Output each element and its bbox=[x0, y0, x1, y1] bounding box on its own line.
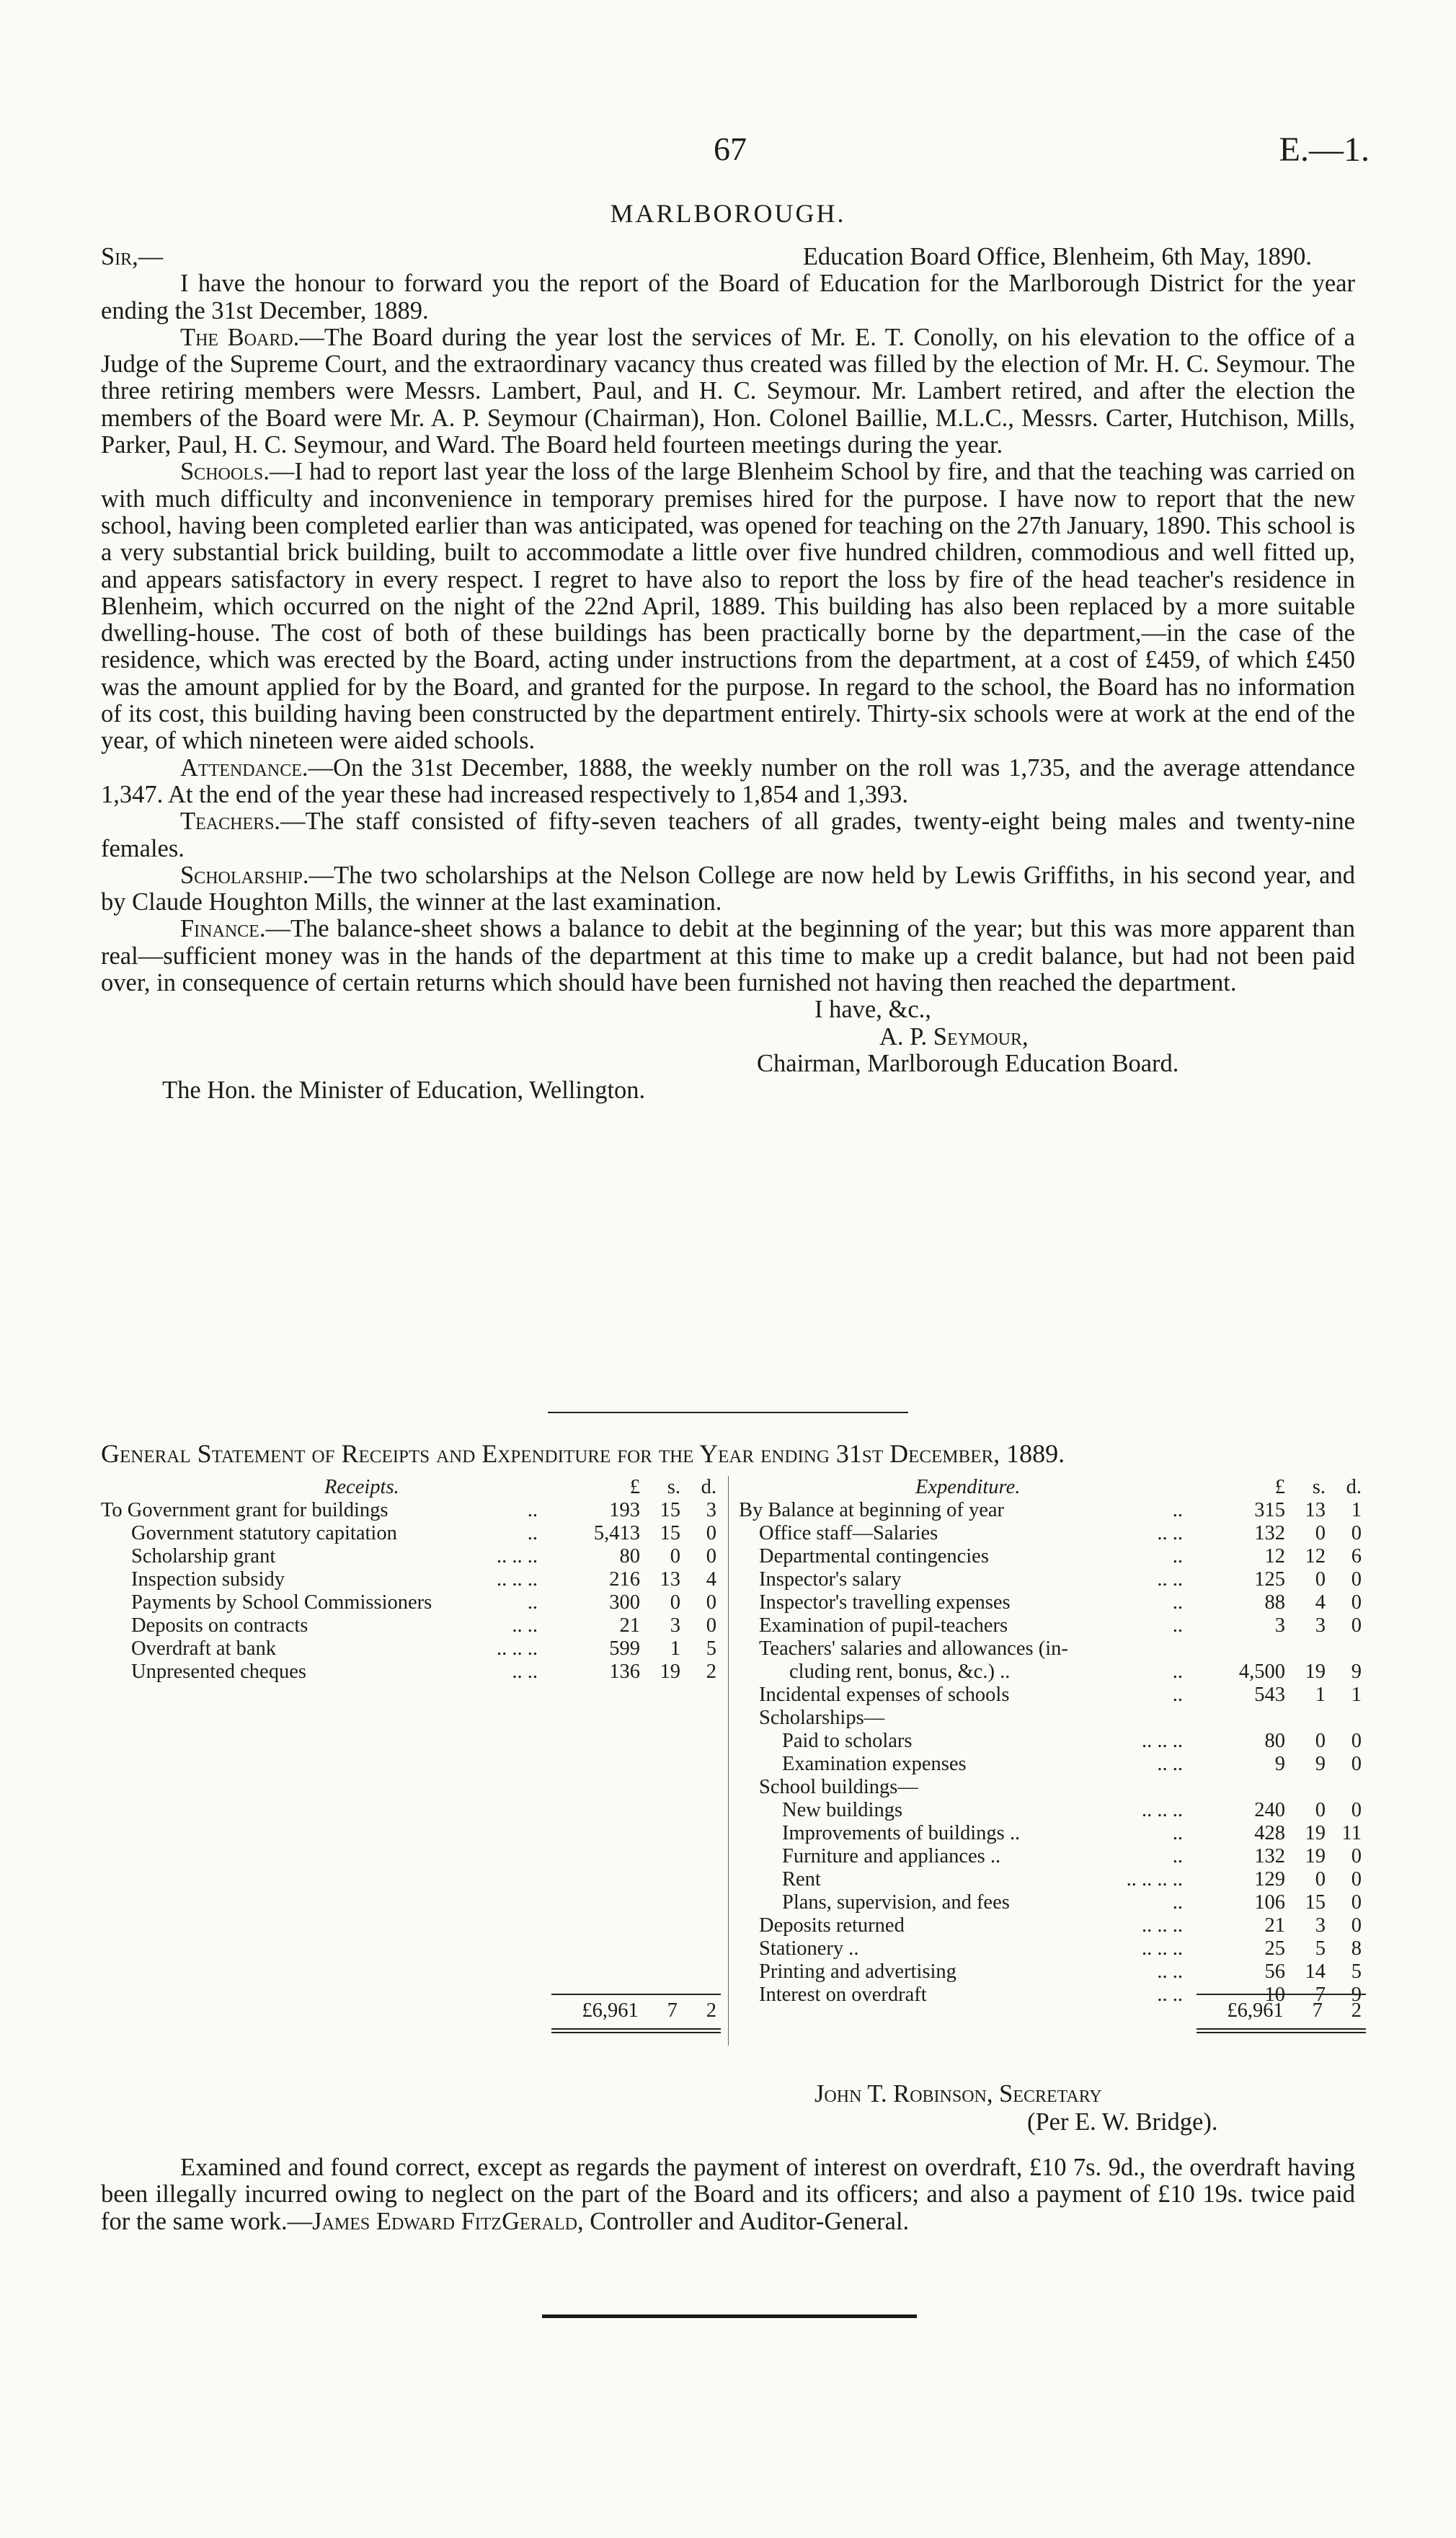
row-pence: 0 bbox=[1351, 1868, 1362, 1891]
row-leader-dots: .. .. bbox=[1157, 1568, 1183, 1591]
row-leader-dots: .. .. bbox=[512, 1661, 538, 1683]
row-label-text: Examination expenses bbox=[782, 1753, 967, 1775]
total-pence: 2 bbox=[1351, 1999, 1362, 2022]
row-leader-dots: .. .. bbox=[1157, 1522, 1183, 1544]
row-label-text: Improvements of buildings .. bbox=[782, 1822, 1021, 1844]
auditor-name: James Edward FitzGerald, bbox=[312, 2207, 584, 2235]
row-pounds: 132 bbox=[1254, 1522, 1285, 1544]
row-label bbox=[739, 1522, 1193, 1545]
row-pounds: 4,500 bbox=[1238, 1661, 1285, 1683]
row-label-text: Rent bbox=[782, 1868, 821, 1891]
row-label-text: Examination of pupil-teachers bbox=[759, 1614, 1008, 1637]
board-heading: The Board. bbox=[180, 323, 300, 351]
receipts-row bbox=[101, 1591, 721, 1614]
row-leader-dots: .. bbox=[1172, 1822, 1183, 1844]
row-shillings: 0 bbox=[1315, 1799, 1326, 1821]
row-leader-dots: .. .. .. bbox=[497, 1568, 538, 1591]
receipts-row bbox=[101, 1522, 721, 1545]
col-shillings: s. bbox=[667, 1476, 680, 1498]
teachers-text: —The staff consisted of fifty-seven teachers of all grades, twenty-eight being males and twenty-nine females. bbox=[101, 808, 1355, 862]
row-leader-dots: .. bbox=[1172, 1499, 1183, 1521]
row-leader-dots: .. .. .. bbox=[1142, 1799, 1183, 1821]
expenditure-row bbox=[739, 1776, 1366, 1799]
per-line: (Per E. W. Bridge). bbox=[1027, 2108, 1218, 2136]
row-pence: 0 bbox=[1351, 1591, 1362, 1614]
row-label bbox=[101, 1545, 548, 1568]
row-shillings: 19 bbox=[1305, 1845, 1326, 1867]
row-shillings: 5 bbox=[1315, 1937, 1326, 1960]
row-pence: 4 bbox=[706, 1568, 716, 1591]
row-label bbox=[739, 1568, 1193, 1591]
row-pounds: 21 bbox=[619, 1614, 640, 1637]
row-pence: 0 bbox=[1351, 1730, 1362, 1752]
row-label bbox=[739, 1891, 1193, 1914]
row-pence: 1 bbox=[1351, 1499, 1362, 1521]
audit-text: Examined and found correct, except as regards the payment of interest on overdraft, £10 7s. 9d., the overdraft having been illegally incurred owing to neglect on the part of the Board and its officers; and also a payment of £10 19s. twice paid for the same work.— bbox=[101, 2154, 1355, 2235]
finance-text: —The balance-sheet shows a balance to debit at the beginning of the year; but this was more apparent than real—sufficient money was in the hands of the department at this time to make up a credit balance, but had not been paid over, in consequence of certain returns which should have been furnished not having then reached the department. bbox=[101, 915, 1355, 997]
receipts-row bbox=[101, 1499, 721, 1522]
receipts-header-row bbox=[101, 1476, 721, 1499]
row-label bbox=[739, 1845, 1193, 1868]
row-pence bbox=[1326, 1776, 1366, 1799]
row-shillings: 12 bbox=[1305, 1545, 1326, 1568]
row-label bbox=[739, 1730, 1193, 1753]
attendance-paragraph bbox=[101, 755, 1355, 809]
page-number: 67 bbox=[714, 131, 747, 167]
document-code: E.—1. bbox=[1279, 131, 1370, 169]
row-label bbox=[101, 1614, 548, 1637]
row-pounds bbox=[1193, 1707, 1285, 1730]
row-label bbox=[739, 1822, 1193, 1845]
expenditure-row bbox=[739, 1684, 1366, 1707]
row-pounds: 240 bbox=[1254, 1799, 1285, 1821]
row-label bbox=[101, 1568, 548, 1591]
row-pence: 5 bbox=[1351, 1960, 1362, 1983]
row-shillings: 9 bbox=[1315, 1753, 1326, 1775]
row-shillings: 3 bbox=[670, 1614, 680, 1637]
row-pounds: 543 bbox=[1254, 1684, 1285, 1706]
expenditure-row bbox=[739, 1730, 1366, 1753]
receipts-double-rule-1 bbox=[551, 2028, 721, 2030]
row-pence: 2 bbox=[706, 1661, 716, 1683]
expenditure-row bbox=[739, 1614, 1366, 1637]
board-paragraph bbox=[101, 324, 1355, 459]
row-pence: 0 bbox=[1351, 1914, 1362, 1937]
row-pounds: 132 bbox=[1254, 1845, 1285, 1867]
row-label-text: cluding rent, bonus, &c.) .. bbox=[789, 1661, 1011, 1683]
expenditure-row bbox=[739, 1522, 1366, 1545]
row-pounds: 88 bbox=[1264, 1591, 1285, 1614]
row-shillings: 13 bbox=[660, 1568, 680, 1591]
row-pounds: 129 bbox=[1254, 1868, 1285, 1891]
row-label-text: Interest on overdraft bbox=[759, 1984, 927, 2006]
row-label-text: Deposits on contracts bbox=[131, 1614, 308, 1637]
row-pounds: 3 bbox=[1274, 1614, 1285, 1637]
expenditure-header-row bbox=[739, 1476, 1366, 1499]
row-leader-dots: .. .. bbox=[1157, 1753, 1183, 1775]
attendance-heading: Attendance. bbox=[180, 753, 308, 782]
row-pounds: 136 bbox=[609, 1661, 640, 1683]
receipts-row bbox=[101, 1614, 721, 1637]
row-label bbox=[739, 1984, 1193, 2007]
row-pence: 0 bbox=[706, 1545, 716, 1568]
row-pence: 9 bbox=[1351, 1984, 1362, 2006]
row-leader-dots: .. bbox=[1172, 1545, 1183, 1568]
secretary: John T. Robinson, Secretary bbox=[814, 2080, 1102, 2108]
row-label-text: Scholarship grant bbox=[131, 1545, 276, 1568]
row-pounds: 106 bbox=[1254, 1891, 1285, 1914]
row-label-text: Deposits returned bbox=[759, 1914, 905, 1937]
row-label bbox=[739, 1499, 1193, 1522]
expenditure-row bbox=[739, 1868, 1366, 1891]
total-pounds: £6,961 bbox=[582, 1999, 639, 2022]
row-pence: 0 bbox=[1351, 1891, 1362, 1914]
row-label bbox=[101, 1637, 548, 1661]
receipts-row bbox=[101, 1661, 721, 1684]
row-shillings: 1 bbox=[670, 1637, 680, 1660]
salutation: Sir,— bbox=[101, 243, 164, 270]
row-label-text: Government statutory capitation bbox=[131, 1522, 397, 1544]
row-label-text: Inspection subsidy bbox=[131, 1568, 285, 1591]
row-pence: 0 bbox=[1351, 1799, 1362, 1821]
row-leader-dots: .. .. bbox=[1157, 1984, 1183, 2006]
row-pence: 0 bbox=[706, 1522, 716, 1544]
scholarship-heading: Scholarship. bbox=[180, 861, 309, 889]
expenditure-row bbox=[739, 1799, 1366, 1822]
teachers-heading: Teachers. bbox=[180, 808, 281, 836]
row-pence: 0 bbox=[1351, 1753, 1362, 1775]
row-label-text: Plans, supervision, and fees bbox=[782, 1891, 1010, 1914]
row-shillings: 3 bbox=[1315, 1614, 1326, 1637]
expenditure-double-rule-2 bbox=[1197, 2032, 1366, 2033]
addressee: The Hon. the Minister of Education, Wellington. bbox=[162, 1076, 646, 1105]
expenditure-row bbox=[739, 1707, 1366, 1730]
row-pence: 0 bbox=[706, 1591, 716, 1614]
row-label bbox=[739, 1684, 1193, 1707]
row-label bbox=[739, 1591, 1193, 1614]
row-pence: 8 bbox=[1351, 1937, 1362, 1960]
expenditure-row bbox=[739, 1753, 1366, 1776]
total-shillings: 7 bbox=[1312, 1999, 1323, 2022]
row-leader-dots: .. .. bbox=[512, 1614, 538, 1637]
attendance-text: —On the 31st December, 1888, the weekly number on the roll was 1,735, and the average attendance 1,347. At the end of the year these had increased respectively to 1,854 and 1,393. bbox=[101, 753, 1355, 808]
row-label-text: School buildings— bbox=[759, 1776, 918, 1798]
row-shillings: 14 bbox=[1305, 1960, 1326, 1983]
expenditure-total bbox=[1193, 1999, 1366, 2022]
row-pounds: 300 bbox=[609, 1591, 640, 1614]
row-label-text: Office staff—Salaries bbox=[759, 1522, 938, 1544]
row-label bbox=[101, 1522, 548, 1545]
expenditure-double-rule-1 bbox=[1197, 2028, 1366, 2030]
audit-note bbox=[101, 2154, 1355, 2235]
expenditure-row bbox=[739, 1937, 1366, 1960]
row-shillings: 15 bbox=[1305, 1891, 1326, 1914]
row-label-text: Overdraft at bank bbox=[131, 1637, 276, 1660]
row-leader-dots: .. .. bbox=[1157, 1960, 1183, 1983]
row-pounds: 12 bbox=[1264, 1545, 1285, 1568]
col-pence: d. bbox=[701, 1476, 716, 1498]
expenditure-row bbox=[739, 1960, 1366, 1984]
row-pence: 0 bbox=[1351, 1845, 1362, 1867]
intro-paragraph: I have the honour to forward you the report of the Board of Education for the Marlborough District for the year ending the 31st December, 1889. bbox=[101, 270, 1355, 324]
row-shillings: 0 bbox=[1315, 1730, 1326, 1752]
row-shillings: 13 bbox=[1305, 1499, 1326, 1521]
scholarship-paragraph bbox=[101, 862, 1355, 916]
row-leader-dots: .. bbox=[1172, 1591, 1183, 1614]
row-label-text: New buildings bbox=[782, 1799, 903, 1821]
col-pounds: £ bbox=[1274, 1476, 1285, 1498]
row-label bbox=[739, 1637, 1193, 1661]
row-pence: 0 bbox=[1351, 1568, 1362, 1591]
row-label bbox=[739, 1545, 1193, 1568]
row-pounds: 56 bbox=[1264, 1960, 1285, 1983]
row-pounds bbox=[1193, 1776, 1285, 1799]
row-label bbox=[739, 1661, 1193, 1684]
row-label bbox=[739, 1937, 1193, 1960]
row-leader-dots: .. bbox=[1172, 1614, 1183, 1637]
row-pounds: 216 bbox=[609, 1568, 640, 1591]
row-label-text: Unpresented cheques bbox=[131, 1661, 306, 1683]
row-label-text: Inspector's travelling expenses bbox=[759, 1591, 1011, 1614]
col-pounds: £ bbox=[629, 1476, 640, 1498]
row-label-text: Paid to scholars bbox=[782, 1730, 913, 1752]
row-leader-dots: .. .. .. bbox=[497, 1545, 538, 1568]
expenditure-section bbox=[739, 1476, 1366, 2022]
schools-paragraph bbox=[101, 459, 1355, 754]
row-pounds: 428 bbox=[1254, 1822, 1285, 1844]
row-label-text: Teachers' salaries and allowances (in- bbox=[759, 1637, 1068, 1660]
receipts-total-rule bbox=[551, 1994, 721, 1995]
row-shillings: 1 bbox=[1315, 1684, 1326, 1706]
row-shillings: 3 bbox=[1315, 1914, 1326, 1937]
row-label-text: To Government grant for buildings bbox=[101, 1499, 389, 1521]
row-label-text: Incidental expenses of schools bbox=[759, 1684, 1010, 1706]
row-pounds: 80 bbox=[619, 1545, 640, 1568]
row-pounds: 9 bbox=[1274, 1753, 1285, 1775]
row-label-text: Inspector's salary bbox=[759, 1568, 902, 1591]
schools-text: —I had to report last year the loss of the large Blenheim School by fire, and that the teaching was carried on with much difficulty and inconvenience in temporary premises hired for the purpose. I have now to report that the new school, having been completed earlier than was anticipated, was opened for teaching on the 27th January, 1890. This school is a very substantial brick building, built to accommodate a little over five hundred children, commodious and well fitted up, and appears satisfactory in every respect. I regret to have also to report the loss by fire of the head teacher's residence in Blenheim, which occurred on the night of the 22nd April, 1889. This building has also been replaced by a more suitable dwelling-house. The cost of both of these buildings has been practically borne by the department,—in the case of the residence, which was erected by the Board, acting under instructions from the department, at a cost of £459, of which £450 was the amount applied for by the Board, and granted for the purpose. In regard to the school, the Board has no information of its cost, this building having been constructed by the department entirely. Thirty-six schools were at work at the end of the year, of which nineteen were aided schools. bbox=[101, 458, 1355, 755]
row-leader-dots: .. .. .. .. bbox=[1126, 1868, 1183, 1891]
receipts-row bbox=[101, 1545, 721, 1568]
col-shillings: s. bbox=[1312, 1476, 1326, 1498]
row-pounds: 599 bbox=[609, 1637, 640, 1660]
row-leader-dots: .. bbox=[527, 1499, 538, 1521]
signer-name: A. P. Seymour, bbox=[879, 1022, 1029, 1051]
row-label bbox=[739, 1776, 1193, 1799]
row-pounds: 315 bbox=[1254, 1499, 1285, 1521]
row-pence: 5 bbox=[706, 1637, 716, 1660]
scholarship-text: —The two scholarships at the Nelson College are now held by Lewis Griffiths, in his second year, and by Claude Houghton Mills, the winner at the last examination. bbox=[101, 861, 1355, 916]
row-pounds: 125 bbox=[1254, 1568, 1285, 1591]
row-shillings: 0 bbox=[1315, 1568, 1326, 1591]
expenditure-row bbox=[739, 1822, 1366, 1845]
row-pence bbox=[1326, 1707, 1366, 1730]
col-pence: d. bbox=[1346, 1476, 1362, 1498]
signer-title: Chairman, Marlborough Education Board. bbox=[757, 1049, 1179, 1077]
receipts-total bbox=[548, 1999, 721, 2022]
board-text: —The Board during the year lost the services of Mr. E. T. Conolly, on his elevation to the office of a Judge of the Supreme Court, and the extraordinary vacancy thus created was filled by the election of Mr. H. C. Seymour. The three retiring members were Messrs. Lambert, Paul, and H. C. Seymour. Mr. Lambert retired, and after the election the members of the Board were Mr. A. P. Seymour (Chairman), Hon. Colonel Baillie, M.L.C., Messrs. Carter, Hutchison, Mills, Parker, Paul, H. C. Seymour, and Ward. The Board held fourteen meetings during the year. bbox=[101, 323, 1355, 459]
row-pence: 0 bbox=[1351, 1522, 1362, 1544]
teachers-paragraph bbox=[101, 808, 1355, 862]
row-pence: 3 bbox=[706, 1499, 716, 1521]
expenditure-row bbox=[739, 1568, 1366, 1591]
row-pence bbox=[1326, 1637, 1366, 1661]
letter-address: Education Board Office, Blenheim, 6th May, 1890. bbox=[802, 243, 1312, 270]
row-pounds bbox=[1193, 1637, 1285, 1661]
row-leader-dots: .. .. .. bbox=[1142, 1730, 1183, 1752]
row-label bbox=[739, 1868, 1193, 1891]
letter-header-row bbox=[101, 244, 1355, 270]
row-leader-dots: .. .. .. bbox=[497, 1637, 538, 1660]
expenditure-row bbox=[739, 1545, 1366, 1568]
row-shillings bbox=[1285, 1776, 1326, 1799]
row-shillings bbox=[1285, 1707, 1326, 1730]
row-pounds: 25 bbox=[1264, 1937, 1285, 1960]
finance-heading: Finance. bbox=[180, 915, 266, 943]
row-shillings: 0 bbox=[1315, 1868, 1326, 1891]
receipts-table bbox=[101, 1476, 721, 1684]
row-pounds: 193 bbox=[609, 1499, 640, 1521]
row-pounds: 80 bbox=[1264, 1730, 1285, 1752]
expenditure-table bbox=[739, 1476, 1366, 2007]
row-pence: 9 bbox=[1351, 1661, 1362, 1683]
page-title: MARLBOROUGH. bbox=[610, 199, 846, 228]
row-shillings: 7 bbox=[1315, 1984, 1326, 2006]
expenditure-row bbox=[739, 1845, 1366, 1868]
row-pence: 11 bbox=[1341, 1822, 1362, 1844]
row-leader-dots: .. .. .. bbox=[1142, 1937, 1183, 1960]
row-pounds: 10 bbox=[1264, 1984, 1285, 2006]
row-shillings: 19 bbox=[1305, 1822, 1326, 1844]
row-label bbox=[101, 1591, 548, 1614]
row-leader-dots: .. bbox=[527, 1591, 538, 1614]
row-leader-dots: .. .. .. bbox=[1142, 1914, 1183, 1937]
row-shillings: 0 bbox=[670, 1545, 680, 1568]
receipts-label: Receipts. bbox=[324, 1476, 399, 1498]
row-label bbox=[739, 1914, 1193, 1937]
total-pounds: £6,961 bbox=[1227, 1999, 1284, 2022]
row-shillings: 19 bbox=[1305, 1661, 1326, 1683]
total-shillings: 7 bbox=[667, 1999, 678, 2022]
expenditure-row bbox=[739, 1891, 1366, 1914]
row-shillings: 19 bbox=[660, 1661, 680, 1683]
row-label bbox=[739, 1960, 1193, 1984]
expenditure-row bbox=[739, 1591, 1366, 1614]
total-pence: 2 bbox=[706, 1999, 716, 2022]
row-label bbox=[739, 1799, 1193, 1822]
row-leader-dots: .. bbox=[1172, 1661, 1183, 1683]
row-pounds: 21 bbox=[1264, 1914, 1285, 1937]
row-shillings: 4 bbox=[1315, 1591, 1326, 1614]
row-label-text: By Balance at beginning of year bbox=[739, 1499, 1004, 1521]
row-leader-dots: .. bbox=[1172, 1891, 1183, 1914]
row-label-text: Payments by School Commissioners bbox=[131, 1591, 432, 1614]
row-shillings: 15 bbox=[660, 1522, 680, 1544]
row-shillings: 0 bbox=[1315, 1522, 1326, 1544]
row-label bbox=[101, 1661, 548, 1684]
row-label-text: Stationery .. bbox=[759, 1937, 859, 1960]
expenditure-row bbox=[739, 1637, 1366, 1661]
closing: I have, &c., bbox=[814, 996, 931, 1024]
receipts-section bbox=[101, 1476, 721, 2022]
row-label-text: Departmental contingencies bbox=[759, 1545, 989, 1568]
expenditure-label: Expenditure. bbox=[915, 1476, 1021, 1498]
schools-heading: Schools. bbox=[180, 458, 270, 486]
row-label bbox=[739, 1753, 1193, 1776]
row-label bbox=[739, 1614, 1193, 1637]
receipts-row bbox=[101, 1568, 721, 1591]
row-pounds: 5,413 bbox=[593, 1522, 640, 1544]
expenditure-total-rule bbox=[1197, 1994, 1366, 1995]
row-pence: 0 bbox=[1351, 1614, 1362, 1637]
row-pence: 1 bbox=[1351, 1684, 1362, 1706]
row-label-text: Scholarships— bbox=[759, 1707, 885, 1729]
row-label-text: Furniture and appliances .. bbox=[782, 1845, 1001, 1867]
finance-paragraph bbox=[101, 916, 1355, 996]
row-label bbox=[739, 1707, 1193, 1730]
end-rule bbox=[542, 2314, 917, 2318]
column-divider bbox=[728, 1476, 729, 2046]
row-leader-dots: .. bbox=[527, 1522, 538, 1544]
row-pence: 0 bbox=[706, 1614, 716, 1637]
row-label bbox=[101, 1499, 548, 1522]
row-label-text: Printing and advertising bbox=[759, 1960, 956, 1983]
auditor-title: Controller and Auditor-General. bbox=[590, 2207, 910, 2235]
expenditure-row bbox=[739, 1914, 1366, 1937]
expenditure-row bbox=[739, 1661, 1366, 1684]
expenditure-row bbox=[739, 1499, 1366, 1522]
receipts-row bbox=[101, 1637, 721, 1661]
statement-title: General Statement of Receipts and Expenditure for the Year ending 31st December, 1889. bbox=[101, 1439, 1065, 1468]
row-shillings bbox=[1285, 1637, 1326, 1661]
row-shillings: 15 bbox=[660, 1499, 680, 1521]
row-shillings: 0 bbox=[670, 1591, 680, 1614]
divider bbox=[548, 1412, 908, 1413]
row-pence: 6 bbox=[1351, 1545, 1362, 1568]
row-leader-dots: .. bbox=[1172, 1845, 1183, 1867]
receipts-double-rule-2 bbox=[551, 2032, 721, 2033]
letter-body bbox=[101, 244, 1355, 1105]
row-leader-dots: .. bbox=[1172, 1684, 1183, 1706]
